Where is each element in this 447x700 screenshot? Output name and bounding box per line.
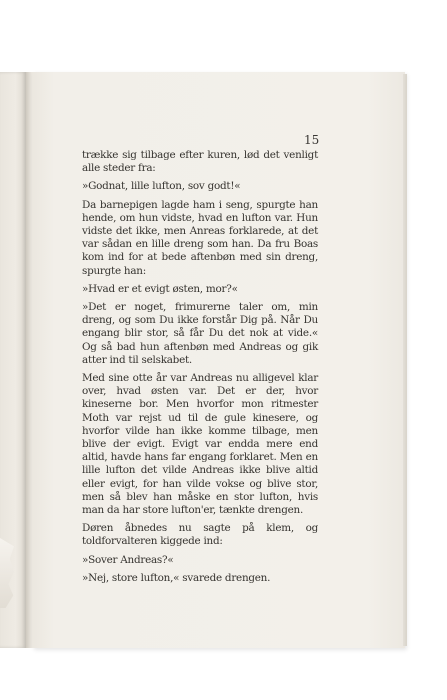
paragraph: Da barnepigen lagde ham i seng, spurgte han hende, om hun vidste, hvad en lufton var. Hun vidste det ikke, men Anreas forklarede, at det var sådan en lille dreng som han. Da fru Boas kom ind for at bede aftenbøn med sin dreng, spurgte han: — [82, 198, 318, 277]
paragraph: »Sover Andreas?« — [82, 553, 174, 566]
paragraph: Med sine otte år var Andreas nu alligevel klar over, hvad østen var. Det er der, hvor kineserne bor. Men hvorfor mon ritmester Moth var rejst ud til de gule kinesere, og hvorfor vilde han ikke komme tilbage, men blive der evigt. Evigt var endda mere end altid, havde hans far engang forklaret. Men en lille lufton det vilde Andreas ikke blive altid eller evigt, for han vilde vokse og blive stor, men så blev han måske en stor lufton, hvis man da har store lufton'er, tænkte drengen. — [82, 372, 318, 517]
torn-page-corner — [0, 538, 14, 608]
previous-page-edge — [0, 72, 26, 648]
paragraph: Døren åbnedes nu sagte på klem, og toldforvalteren kiggede ind: — [82, 522, 318, 548]
paragraph: »Hvad er et evigt østen, mor?« — [82, 282, 238, 295]
paragraph: trække sig tilbage efter kuren, lød det venligt alle steder fra: — [82, 149, 318, 175]
paragraph: »Det er noget, frimurerne taler om, min dreng, og som Du ikke forstår Dig på. Når Du engang blir stor, så får Du det nok at vide.« Og så bad hun aftenbøn med Andreas og gik atter ind til selskabet. — [82, 301, 318, 366]
paragraph: »Godnat, lille lufton, sov godt!« — [82, 180, 241, 193]
page-body-text — [82, 149, 318, 590]
page-number: 15 — [304, 133, 320, 147]
paragraph: »Nej, store lufton,« svarede drengen. — [82, 571, 271, 584]
page-stack-edge — [403, 74, 407, 646]
